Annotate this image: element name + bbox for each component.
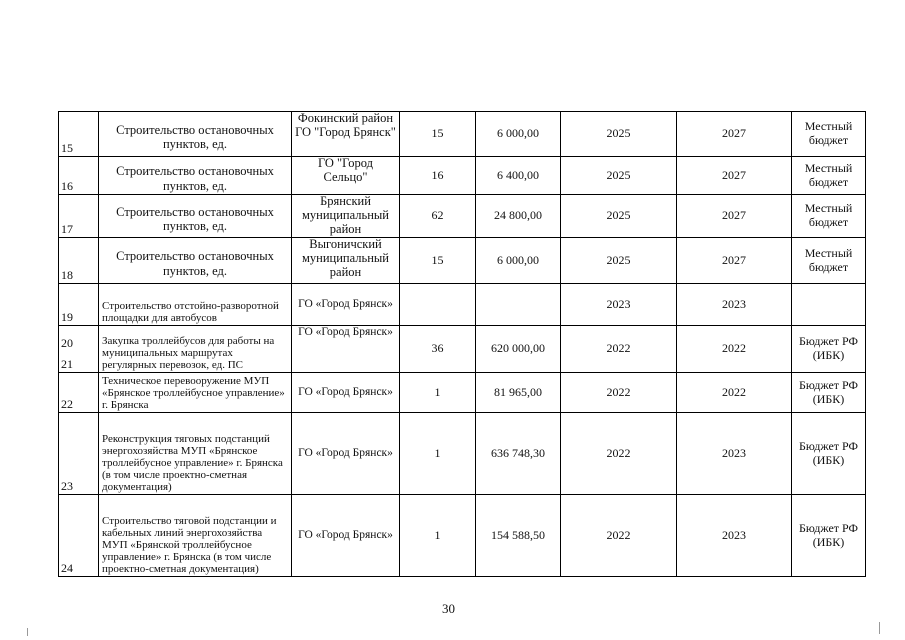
row-start-year: 2022 xyxy=(561,495,677,577)
row-number: 18 xyxy=(59,238,99,284)
row-end-year: 2027 xyxy=(677,195,792,238)
row-place: ГО «Город Брянск» xyxy=(292,413,400,495)
row-place: Брянский муниципальный район xyxy=(292,195,400,238)
row-place: Фокинский район ГО "Город Брянск" xyxy=(292,112,400,157)
row-name: Строительство отстойно-разворотной площадки для автобусов xyxy=(99,284,292,326)
row-start-year: 2025 xyxy=(561,238,677,284)
row-place: Выгоничский муниципальный район xyxy=(292,238,400,284)
row-place: ГО «Город Брянск» xyxy=(292,373,400,413)
row-number: 24 xyxy=(59,495,99,577)
row-number: 15 xyxy=(59,112,99,157)
row-end-year: 2022 xyxy=(677,373,792,413)
row-quantity: 15 xyxy=(400,238,476,284)
row-end-year: 2027 xyxy=(677,238,792,284)
row-cost: 81 965,00 xyxy=(476,373,561,413)
row-funding-source: Бюджет РФ (ИБК) xyxy=(792,373,866,413)
row-number: 16 xyxy=(59,157,99,195)
row-number: 20 21 xyxy=(59,326,99,373)
row-cost: 636 748,30 xyxy=(476,413,561,495)
row-number: 19 xyxy=(59,284,99,326)
row-name: Техническое перевооружение МУП «Брянское троллейбусное управление» г. Брянска xyxy=(99,373,292,413)
table-row xyxy=(59,284,866,326)
scan-edge-mark xyxy=(27,628,28,636)
document-table xyxy=(58,111,866,577)
row-quantity xyxy=(400,284,476,326)
table-row xyxy=(59,326,866,373)
table-row xyxy=(59,112,866,157)
row-funding-source: Бюджет РФ (ИБК) xyxy=(792,413,866,495)
table-row xyxy=(59,157,866,195)
row-start-year: 2025 xyxy=(561,195,677,238)
table-row xyxy=(59,373,866,413)
row-start-year: 2022 xyxy=(561,326,677,373)
table-row xyxy=(59,238,866,284)
row-end-year: 2023 xyxy=(677,495,792,577)
row-cost: 620 000,00 xyxy=(476,326,561,373)
row-number: 23 xyxy=(59,413,99,495)
row-name: Строительство остановочных пунктов, ед. xyxy=(99,195,292,238)
row-place: ГО "Город Сельцо" xyxy=(292,157,400,195)
row-place: ГО «Город Брянск» xyxy=(292,495,400,577)
row-start-year: 2025 xyxy=(561,157,677,195)
row-end-year: 2022 xyxy=(677,326,792,373)
row-quantity: 62 xyxy=(400,195,476,238)
row-cost: 154 588,50 xyxy=(476,495,561,577)
row-quantity: 1 xyxy=(400,373,476,413)
row-start-year: 2022 xyxy=(561,373,677,413)
row-funding-source: Местный бюджет xyxy=(792,157,866,195)
row-start-year: 2022 xyxy=(561,413,677,495)
row-cost: 6 400,00 xyxy=(476,157,561,195)
row-quantity: 36 xyxy=(400,326,476,373)
row-funding-source: Местный бюджет xyxy=(792,112,866,157)
row-start-year: 2023 xyxy=(561,284,677,326)
row-quantity: 15 xyxy=(400,112,476,157)
row-place: ГО «Город Брянск» xyxy=(292,284,400,326)
row-funding-source: Местный бюджет xyxy=(792,195,866,238)
row-name: Строительство тяговой подстанции и кабельных линий энергохозяйства МУП «Брянской троллейбусное управление» г. Брянска (в том числе проектно-сметная документация) xyxy=(99,495,292,577)
table-row xyxy=(59,413,866,495)
row-funding-source: Бюджет РФ (ИБК) xyxy=(792,326,866,373)
row-number: 22 xyxy=(59,373,99,413)
table-row xyxy=(59,195,866,238)
row-start-year: 2025 xyxy=(561,112,677,157)
table-row xyxy=(59,495,866,577)
scan-edge-mark xyxy=(879,622,880,634)
row-place: ГО «Город Брянск» xyxy=(292,326,400,373)
row-end-year: 2027 xyxy=(677,157,792,195)
row-cost: 6 000,00 xyxy=(476,112,561,157)
row-cost: 6 000,00 xyxy=(476,238,561,284)
row-name: Строительство остановочных пунктов, ед. xyxy=(99,157,292,195)
page-number: 30 xyxy=(442,601,455,616)
row-quantity: 1 xyxy=(400,413,476,495)
row-funding-source: Местный бюджет xyxy=(792,238,866,284)
row-end-year: 2027 xyxy=(677,112,792,157)
row-number: 17 xyxy=(59,195,99,238)
row-name: Закупка троллейбусов для работы на муниципальных маршрутах регулярных перевозок, ед. ПС xyxy=(99,326,292,373)
row-name: Строительство остановочных пунктов, ед. xyxy=(99,238,292,284)
row-end-year: 2023 xyxy=(677,284,792,326)
row-quantity: 16 xyxy=(400,157,476,195)
row-name: Реконструкция тяговых подстанций энергохозяйства МУП «Брянское троллейбусное управление» г. Брянска (в том числе проектно-сметная документация) xyxy=(99,413,292,495)
row-name: Строительство остановочных пунктов, ед. xyxy=(99,112,292,157)
row-cost xyxy=(476,284,561,326)
row-funding-source: Бюджет РФ (ИБК) xyxy=(792,495,866,577)
row-end-year: 2023 xyxy=(677,413,792,495)
row-funding-source xyxy=(792,284,866,326)
row-quantity: 1 xyxy=(400,495,476,577)
row-cost: 24 800,00 xyxy=(476,195,561,238)
